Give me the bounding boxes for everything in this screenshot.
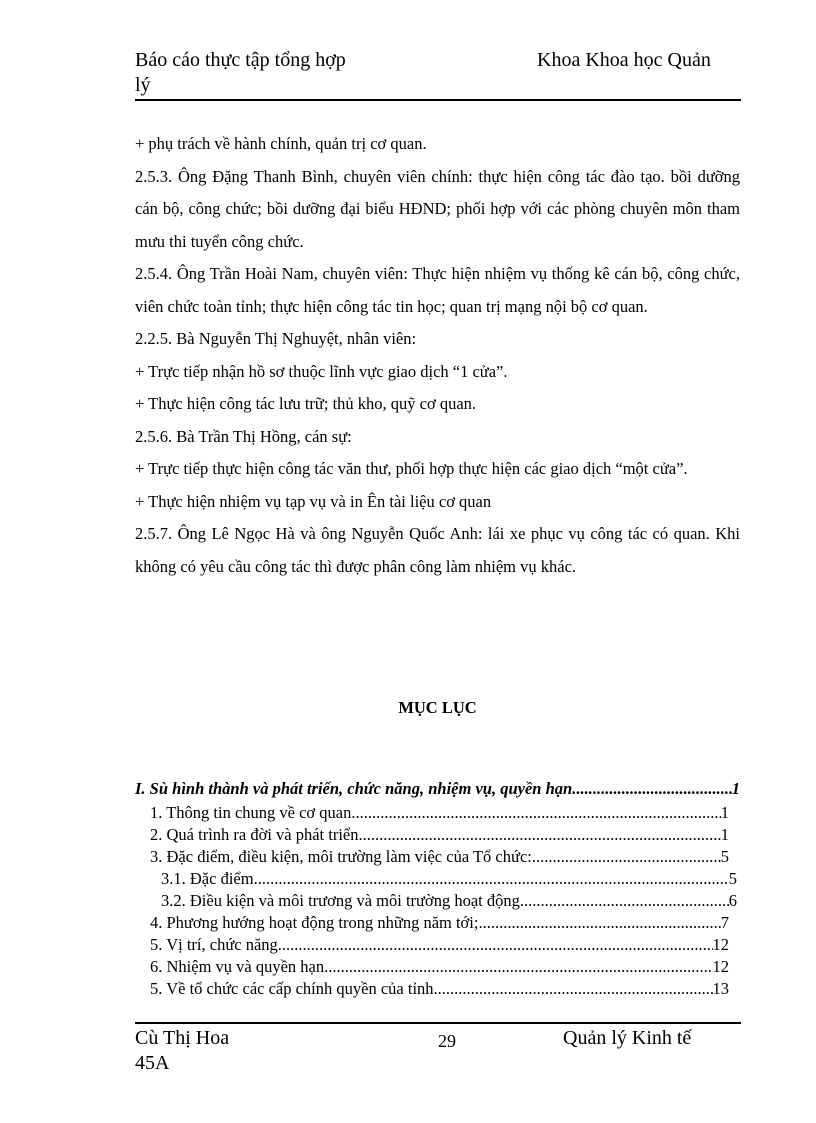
toc-entry[interactable] xyxy=(135,978,740,1000)
toc-leader-dots xyxy=(572,776,732,802)
toc-entry-text: 5. Về tổ chức các cấp chính quyền của tỉnh. xyxy=(150,979,438,998)
toc-entry[interactable] xyxy=(135,802,740,824)
toc-entry-text: 5. Vị trí, chức năng. xyxy=(150,935,282,954)
header-left-line2: lý xyxy=(135,74,151,96)
footer-divider xyxy=(135,1022,741,1024)
toc-entry-page: 1 xyxy=(731,779,740,798)
page-number: 29 xyxy=(438,1031,456,1051)
toc-entry[interactable] xyxy=(135,824,740,846)
toc-entry-text: 4. Phương hướng hoạt động trong những năm tới; xyxy=(150,913,479,932)
toc-leader-dots xyxy=(520,890,729,912)
paragraph: + Thực hiện nhiệm vụ tạp vụ và in Ên tài liệu cơ quan xyxy=(135,491,492,511)
footer-author: Cù Thị Hoa xyxy=(135,1027,230,1049)
header-left-line1: Báo cáo thực tập tổng hợp xyxy=(135,49,346,71)
toc-entry-page: 12 xyxy=(712,935,729,954)
footer-class: 45A xyxy=(135,1052,170,1074)
paragraph: 2.5.3. Ông Đặng Thanh Bình, chuyên viên chính: thực hiện công tác đào tạo. bồi dưỡng cán bộ, công chức; bồi dưỡng đại biểu HĐND; phối hợp với các phòng chuyên môn tham mưu thi tuyển công chức. xyxy=(135,166,740,251)
toc-entry-page: 5 xyxy=(728,869,737,888)
paragraph: 2.2.5. Bà Nguyễn Thị Nghuyệt, nhân viên: xyxy=(135,329,417,348)
paragraph: + Trực tiếp thực hiện công tác văn thư, phối hợp thực hiện các giao dịch “một cửa”. xyxy=(135,459,688,478)
paragraph: + phụ trách về hành chính, quản trị cơ quan. xyxy=(135,134,427,153)
toc-leader-dots xyxy=(324,956,712,978)
header-left xyxy=(135,48,385,98)
toc-entry-sub[interactable] xyxy=(135,890,740,912)
toc-leader-dots xyxy=(532,846,721,868)
toc-entry-page: 1 xyxy=(720,803,729,822)
paragraph: 2.5.6. Bà Trần Thị Hồng, cán sự: xyxy=(135,426,352,446)
toc-title: MỤC LỤC xyxy=(398,698,477,717)
toc-entry-text: I. Sù hình thành và phát triển, chức năng, nhiệm vụ, quyền hạn xyxy=(135,779,573,798)
toc-entry-page: 7 xyxy=(720,913,729,932)
toc-entry-page: 1 xyxy=(720,825,729,844)
body-text xyxy=(135,128,740,583)
toc-entry-main[interactable] xyxy=(135,776,740,802)
toc-entry-sub[interactable] xyxy=(135,868,740,890)
toc-entry-page: 5 xyxy=(720,847,729,866)
header-divider xyxy=(135,99,741,101)
toc-entry[interactable] xyxy=(135,846,740,868)
footer-right: Quản lý Kinh tế xyxy=(563,1027,692,1049)
table-of-contents xyxy=(135,776,740,1000)
toc-entry[interactable] xyxy=(135,956,740,978)
toc-entry-page: 13 xyxy=(712,979,729,998)
toc-entry-text: 3. Đặc điểm, điều kiện, môi trường làm việc của Tổ chức: xyxy=(150,847,532,866)
toc-leader-dots xyxy=(351,802,720,824)
paragraph: + Trực tiếp nhận hồ sơ thuộc lĩnh vực giao dịch “1 cửa”. xyxy=(135,361,508,381)
toc-entry[interactable] xyxy=(135,912,740,934)
toc-entry-text: 6. Nhiệm vụ và quyền hạn xyxy=(150,957,325,976)
toc-leader-dots xyxy=(254,868,729,890)
toc-entry-text: 3.1. Đặc điểm xyxy=(161,869,254,888)
toc-entry-text: 1. Thông tin chung về cơ quan xyxy=(150,803,352,822)
toc-entry-text: 2. Quá trình ra đời và phát triển. xyxy=(150,825,363,844)
toc-leader-dots xyxy=(478,912,720,934)
header-right: Khoa Khoa học Quản xyxy=(537,49,711,71)
toc-entry-text: 3.2. Điều kiện và môi trương và môi trường hoạt động xyxy=(161,891,520,910)
toc-leader-dots xyxy=(282,934,713,956)
paragraph: 2.5.4. Ông Trần Hoài Nam, chuyên viên: Thực hiện nhiệm vụ thống kê cán bộ, công chức, viên chức toàn tỉnh; thực hiện công tác tin học; quan trị mạng nội bộ cơ quan. xyxy=(135,264,740,316)
toc-entry-page: 6 xyxy=(728,891,737,910)
toc-entry-page: 12 xyxy=(712,957,729,976)
toc-leader-dots xyxy=(438,978,713,1000)
footer-left xyxy=(135,1026,265,1076)
paragraph: 2.5.7. Ông Lê Ngọc Hà và ông Nguyễn Quốc Anh: lái xe phục vụ công tác có quan. Khi không có yêu cầu công tác thì được phân công làm nhiệm vụ khác. xyxy=(135,524,740,576)
paragraph: + Thực hiện công tác lưu trữ; thủ kho, quỹ cơ quan. xyxy=(135,394,477,413)
toc-leader-dots xyxy=(363,824,721,846)
toc-entry[interactable] xyxy=(135,934,740,956)
